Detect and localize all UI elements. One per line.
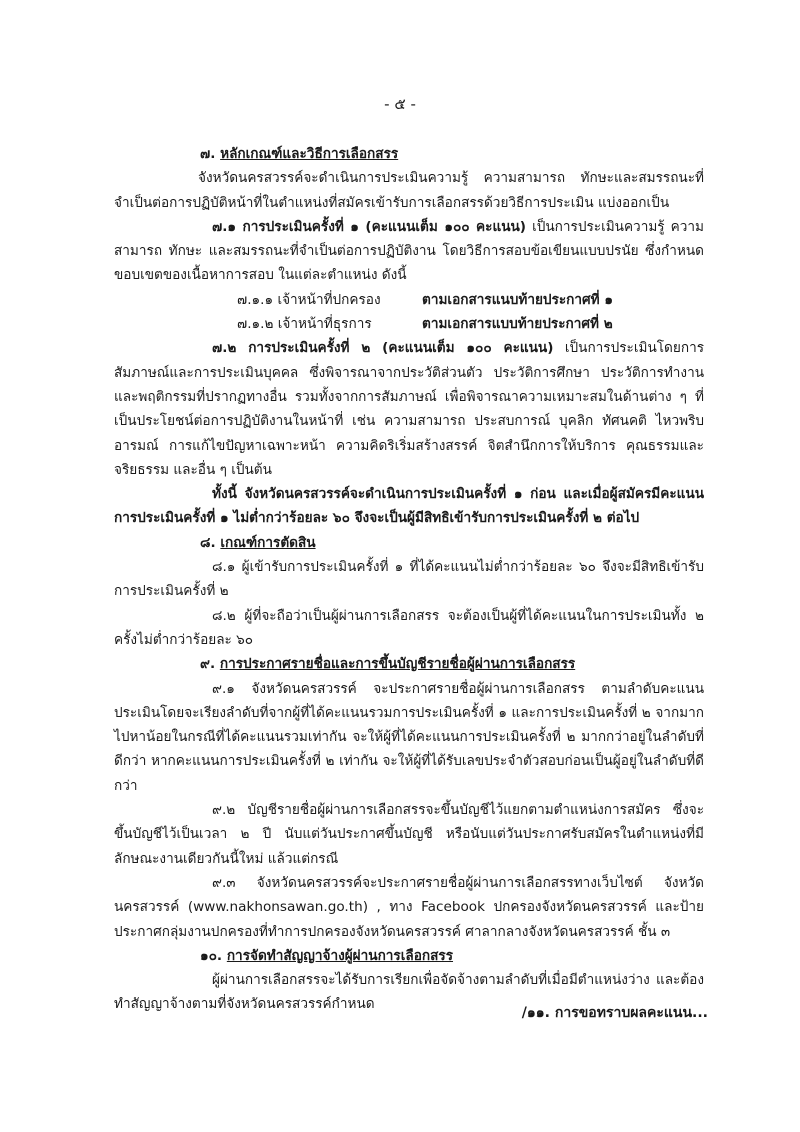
- section-7-1-2-position: ๗.๑.๒ เจ้าหน้าที่ธุรการ: [237, 316, 372, 333]
- section-7-intro: จังหวัดนครสวรรค์จะดำเนินการประเมินความรู้ ความสามารถ ทักษะและสมรรถนะที่จำเป็นต่อการปฏิบัติหน้าที่ในตำแหน่งที่สมัครเข้ารับการเลือกสรรด้วยวิธีการประเมิน แบ่งออกเป็น: [114, 170, 704, 211]
- section-10-title: การจัดทำสัญญาจ้างผู้ผ่านการเลือกสรร: [226, 947, 454, 964]
- section-9-2-paragraph: ๙.๒ บัญชีรายชื่อผู้ผ่านการเลือกสรรจะขึ้นบัญชีไว้แยกตามตำแหน่งการสมัคร ซึ่งจะขึ้นบัญชีไว้เป็นเวลา ๒ ปี นับแต่วันประกาศขึ้นบัญชี หรือนับแต่วันประกาศรับสมัครในตำแหน่งที่มีลักษณะงานเดียวกันนี้ใหม่ แล้วแต่กรณี: [114, 802, 704, 867]
- section-7-2-paragraph: [114, 336, 704, 482]
- section-7-number: ๗.: [200, 146, 216, 162]
- section-9-number: ๙.: [200, 656, 216, 673]
- section-7-1-1-reference: ตามเอกสารแนบท้ายประกาศที่ ๑: [422, 291, 613, 308]
- section-8-1-paragraph: ๘.๑ ผู้เข้ารับการประเมินครั้งที่ ๑ ที่ได้คะแนนไม่ต่ำกว่าร้อยละ ๖๐ จึงจะมีสิทธิเข้ารับการประเมินครั้งที่ ๒: [114, 559, 704, 600]
- section-10-heading: [114, 944, 704, 968]
- section-7-title: หลักเกณฑ์และวิธีการเลือกสรร: [220, 146, 399, 162]
- document-body: [114, 142, 704, 1017]
- section-9-1-paragraph: ๙.๑ จังหวัดนครสวรรค์ จะประกาศรายชื่อผู้ผ่านการเลือกสรร ตามลำดับคะแนนประเมินโดยจะเรียงลำดับที่จากผู้ที่ได้คะแนนรวมการประเมินครั้งที่ ๑ และการประเมินครั้งที่ ๒ จากมากไปหาน้อยในกรณีที่ได้คะแนนรวมเท่ากัน จะให้ผู้ที่ได้คะแนนการประเมินครั้งที่ ๒ มากกว่าอยู่ในลำดับที่ดีกว่า หากคะแนนการประเมินครั้งที่ ๒ เท่ากัน จะให้ผู้ที่ได้รับเลขประจำตัวสอบก่อนเป็นผู้อยู่ในลำดับที่ดีกว่า: [114, 680, 704, 794]
- section-7-2-text: เป็นการประเมินโดยการสัมภาษณ์และการประเมินบุคคล ซึ่งพิจารณาจากประวัติส่วนตัว ประวัติการศึกษา ประวัติการทำงาน และพฤติกรรมที่ปรากฏทางอื่น รวมทั้งจากการสัมภาษณ์ เพื่อพิจารณาความเหมาะสมในด้านต่าง ๆ ที่เป็นประโยชน์ต่อการปฏิบัติงานในหน้าที่ เช่น ความสามารถ ประสบการณ์ บุคลิก ทัศนคติ ไหวพริบ อารมณ์ การแก้ไขปัญหาเฉพาะหน้า ความคิดริเริ่มสร้างสรรค์ จิตสำนึกการให้บริการ คุณธรรมและจริยธรรม และอื่น ๆ เป็นต้น: [114, 340, 705, 478]
- section-9-3-paragraph: ๙.๓ จังหวัดนครสวรรค์จะประกาศรายชื่อผู้ผ่านการเลือกสรรทางเว็บไซต์ จังหวัดนครสวรรค์ (www.nakhonsawan.go.th) , ทาง Facebook ปกครองจังหวัดนครสวรรค์ และป้ายประกาศกลุ่มงานปกครองที่ทำการปกครองจังหวัดนครสวรรค์ ศาลากลางจังหวัดนครสวรรค์ ชั้น ๓: [114, 874, 704, 940]
- section-7-1-2-reference: ตามเอกสารแบบท้ายประกาศที่ ๒: [422, 316, 613, 333]
- section-7-note: ทั้งนี้ จังหวัดนครสวรรค์จะดำเนินการประเมินครั้งที่ ๑ ก่อน และเมื่อผู้สมัครมีคะแนนการประเมินครั้งที่ ๑ ไม่ต่ำกว่าร้อยละ ๖๐ จึงจะเป็นผู้มีสิทธิเข้ารับการประเมินครั้งที่ ๒ ต่อไป: [114, 486, 704, 527]
- page-number: - ๕ -: [384, 95, 416, 113]
- section-9-heading: [114, 652, 704, 676]
- section-9-title: การประกาศรายชื่อและการขึ้นบัญชีรายชื่อผู้ผ่านการเลือกสรร: [219, 656, 576, 673]
- section-8-number: ๘.: [200, 534, 216, 551]
- section-7-2-title: ๗.๒ การประเมินครั้งที่ ๒ (คะแนนเต็ม ๑๐๐ คะแนน): [212, 340, 554, 357]
- section-7-1-1-row: [114, 288, 704, 312]
- section-8-heading: [114, 531, 704, 555]
- section-8-2-paragraph: ๘.๒ ผู้ที่จะถือว่าเป็นผู้ผ่านการเลือกสรร จะต้องเป็นผู้ที่ได้คะแนนในการประเมินทั้ง ๒ ครั้งไม่ต่ำกว่าร้อยละ ๖๐: [114, 607, 704, 648]
- section-7-1-2-row: [114, 312, 704, 336]
- section-10-paragraph: ผู้ผ่านการเลือกสรรจะได้รับการเรียกเพื่อจัดจ้างตามลำดับที่เมื่อมีตำแหน่งว่าง และต้องทำสัญญาจ้างตามที่จังหวัดนครสวรรค์กำหนด: [114, 972, 704, 1013]
- section-7-1-text: เป็นการประเมินความรู้ ความสามารถ ทักษะ และสมรรถนะที่จำเป็นต่อการปฏิบัติงาน โดยวิธีการสอบข้อเขียนแบบปรนัย ซึ่งกำหนดขอบเขตของเนื้อหาการสอบ ในแต่ละตำแหน่ง ดังนี้: [114, 218, 705, 284]
- section-7-1-paragraph: [114, 215, 704, 288]
- section-10-number: ๑๐.: [200, 947, 223, 964]
- continuation-note: /๑๑. การขอทราบผลคะแนน...: [521, 1005, 708, 1021]
- section-7-1-1-position: ๗.๑.๑ เจ้าหน้าที่ปกครอง: [237, 291, 381, 308]
- section-7-heading: [114, 142, 704, 166]
- section-7-1-title: ๗.๑ การประเมินครั้งที่ ๑ (คะแนนเต็ม ๑๐๐ คะแนน): [212, 218, 527, 235]
- section-8-title: เกณฑ์การตัดสิน: [220, 534, 316, 551]
